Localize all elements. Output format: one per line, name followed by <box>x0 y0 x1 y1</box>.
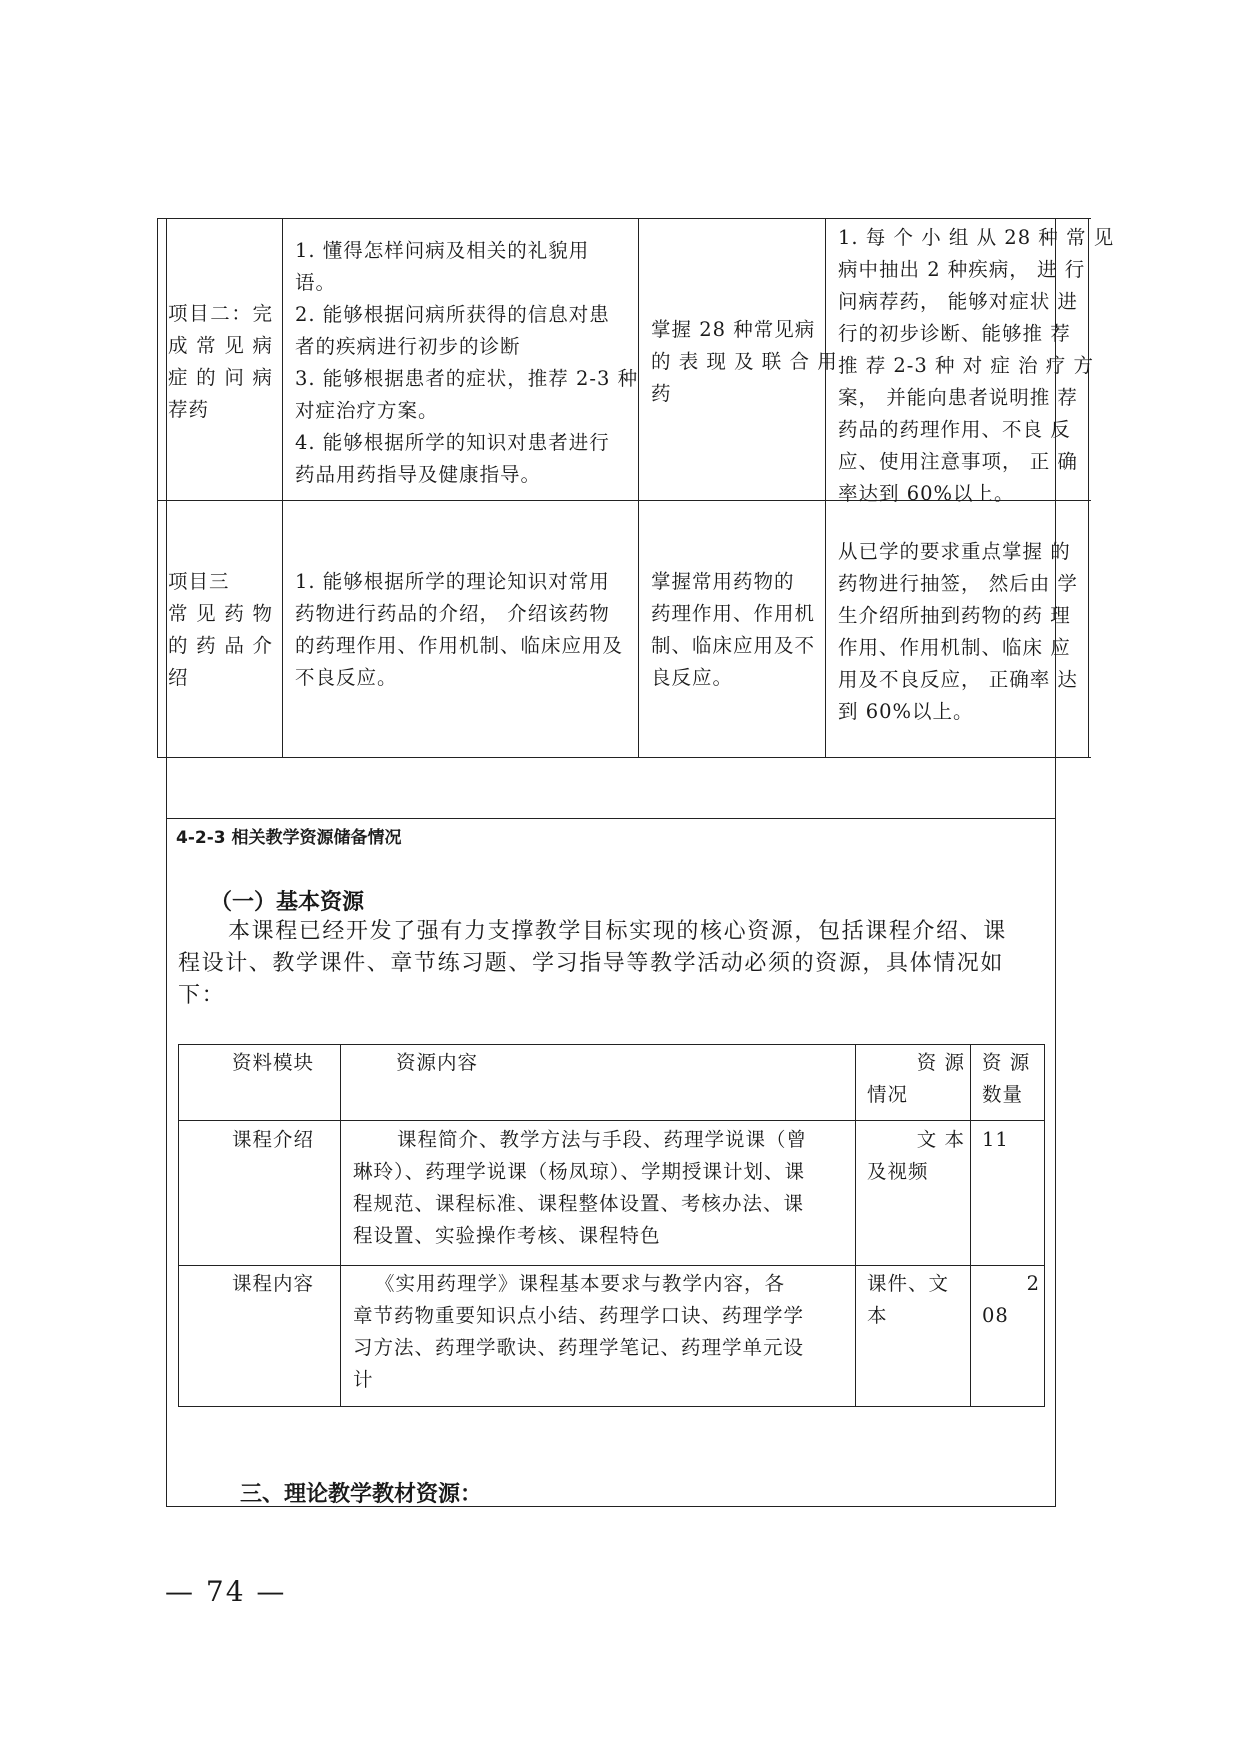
content-line: 琳玲）、药理学说课（杨凤琼）、学期授课计划、课 <box>353 1160 806 1183</box>
content-line: 章节药物重要知识点小结、药理学口诀、药理学学 <box>353 1304 805 1327</box>
cell-line: 绍 <box>168 666 189 689</box>
cell-line: 从已学的要求重点掌握 的 <box>838 540 1071 563</box>
cell-line: 1. 能够根据所学的理论知识对常用 <box>295 570 610 593</box>
content-line: 《实用药理学》课程基本要求与教学内容，各 <box>375 1272 786 1295</box>
row-content <box>353 1268 804 1396</box>
row-count <box>982 1268 1040 1332</box>
assessment-cell <box>838 536 1098 728</box>
count-line: 08 <box>982 1304 1009 1327</box>
objectives-cell <box>295 235 639 491</box>
cell-line: 作用、作用机制、临床 应 <box>838 636 1071 659</box>
cell-line: 掌握常用药物的 <box>651 570 795 593</box>
cell-line: 语。 <box>295 271 337 294</box>
cell-line: 常 见 药 物 <box>168 602 273 625</box>
status-line: 本 <box>867 1304 888 1327</box>
intro-paragraph <box>178 916 1007 1012</box>
assessment-cell <box>838 222 1115 510</box>
cell-line: 荐药 <box>168 398 210 421</box>
header-count <box>982 1047 1030 1111</box>
paragraph-line: 下： <box>178 983 226 1008</box>
cell-line: 项目二：完 <box>168 302 273 325</box>
cell-line: 掌握 28 种常见病 <box>651 318 816 341</box>
row-count <box>982 1124 1009 1156</box>
cell-line: 成 常 见 病 <box>168 334 273 357</box>
cell-line: 制、临床应用及不 <box>651 634 816 657</box>
header-status-line: 资 源 <box>916 1051 965 1074</box>
paragraph-line: 本课程已经开发了强有力支撑教学目标实现的核心资源，包括课程介绍、课 <box>228 919 1007 944</box>
cell-line: 推 荐 2-3 种 对 症 治 疗 方 <box>838 354 1094 377</box>
content-line: 习方法、药理学歌诀、药理学笔记、药理学单元设 <box>353 1336 805 1359</box>
status-line: 课件、文 <box>867 1272 950 1295</box>
cell-line: 1. 每 个 小 组 从 28 种 常 见 <box>838 226 1115 249</box>
cell-line: 症 的 问 病 <box>168 366 273 389</box>
cell-line: 2. 能够根据问病所获得的信息对患 <box>295 303 610 326</box>
cell-line: 不良反应。 <box>295 666 398 689</box>
cell-line: 药品的药理作用、不良 反 <box>838 418 1071 441</box>
cell-line: 对症治疗方案。 <box>295 399 439 422</box>
row-module: 课程介绍 <box>232 1128 315 1151</box>
cell-line: 3. 能够根据患者的症状，推荐 2-3 种 <box>295 367 639 390</box>
cell-line: 问病荐药， 能够对症状 进 <box>838 290 1078 313</box>
cell-line: 药 <box>651 382 672 405</box>
cell-line: 率达到 60%以上。 <box>838 482 1015 505</box>
header-count-line: 数量 <box>982 1083 1024 1106</box>
cell-line: 1. 懂得怎样问病及相关的礼貌用 <box>295 239 590 262</box>
row-status <box>867 1268 965 1332</box>
section-heading: 4-2-3 相关教学资源储备情况 <box>176 828 402 848</box>
row-content <box>353 1124 807 1252</box>
subsection-heading: （一）基本资源 <box>210 890 365 915</box>
cell-line: 生介绍所抽到药物的药 理 <box>838 604 1071 627</box>
row-module: 课程内容 <box>232 1272 315 1295</box>
cell-line: 的药理作用、作用机制、临床应用及 <box>295 634 624 657</box>
cell-line: 案， 并能向患者说明推 荐 <box>838 386 1078 409</box>
cell-line: 良反应。 <box>651 666 734 689</box>
cell-line: 用及不良反应， 正确率 达 <box>838 668 1078 691</box>
cell-line: 者的疾病进行初步的诊断 <box>295 335 521 358</box>
row-status <box>867 1124 965 1188</box>
content-line: 程规范、课程标准、课程整体设置、考核办法、课 <box>353 1192 805 1215</box>
page-number: — 74 — <box>165 1575 287 1608</box>
status-line: 及视频 <box>867 1160 929 1183</box>
next-section-heading: 三、理论教学教材资源： <box>240 1482 483 1507</box>
cell-line: 应、使用注意事项， 正 确 <box>838 450 1078 473</box>
count-line: 11 <box>982 1128 1009 1151</box>
header-module: 资料模块 <box>232 1051 315 1074</box>
objectives-cell <box>295 566 630 694</box>
knowledge-cell <box>651 314 838 410</box>
cell-line: 的 表 现 及 联 合 用 <box>651 350 838 373</box>
cell-line: 项目三 <box>168 570 230 593</box>
header-status <box>867 1047 965 1111</box>
project-cell <box>168 298 273 426</box>
count-line: 2 <box>1026 1272 1040 1295</box>
cell-line: 的 药 品 介 <box>168 634 273 657</box>
cell-line: 药品用药指导及健康指导。 <box>295 463 542 486</box>
header-content: 资源内容 <box>396 1051 479 1074</box>
cell-line: 到 60%以上。 <box>838 700 974 723</box>
cell-line: 病中抽出 2 种疾病， 进 行 <box>838 258 1086 281</box>
content-line: 课程简介、教学方法与手段、药理学说课（曾 <box>397 1128 808 1151</box>
knowledge-cell <box>651 566 821 694</box>
cell-line: 药物进行药品的介绍， 介绍该药物 <box>295 602 610 625</box>
cell-line: 4. 能够根据所学的知识对患者进行 <box>295 431 610 454</box>
content-line: 计 <box>353 1368 374 1391</box>
cell-line: 药理作用、作用机 <box>651 602 816 625</box>
header-status-line: 情况 <box>867 1083 909 1106</box>
paragraph-line: 程设计、教学课件、章节练习题、学习指导等教学活动必须的资源，具体情况如 <box>178 951 1005 976</box>
header-count-line: 资 源 <box>982 1051 1031 1074</box>
cell-line: 行的初步诊断、能够推 荐 <box>838 322 1071 345</box>
status-line: 文 本 <box>916 1128 965 1151</box>
cell-line: 药物进行抽签， 然后由 学 <box>838 572 1078 595</box>
project-cell <box>168 566 273 694</box>
content-line: 程设置、实验操作考核、课程特色 <box>353 1224 661 1247</box>
